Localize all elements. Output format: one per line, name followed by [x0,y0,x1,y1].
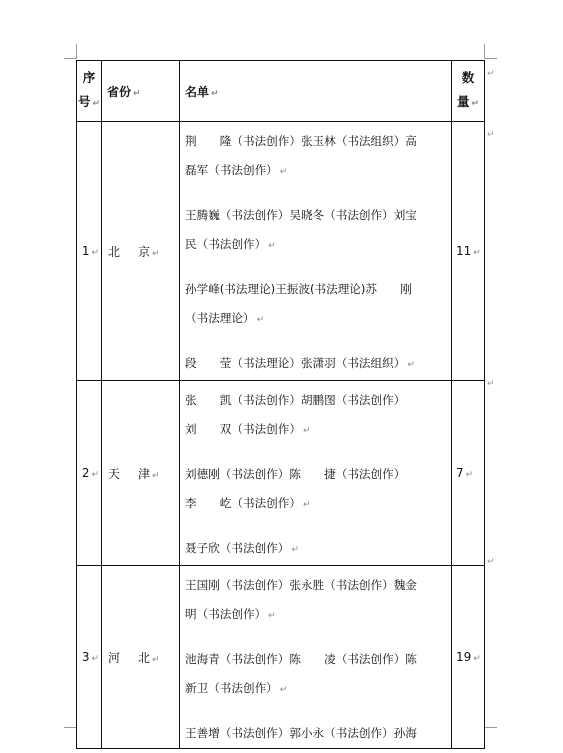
crop-mark-top-right [484,44,497,59]
name-paragraph: 孙学峰(书法理论)王振波(书法理论)苏 刚 （书法理论） ↵ [185,282,412,325]
table-row [77,381,485,566]
crop-mark-top-left [64,44,77,59]
name-paragraph: 池海青（书法创作）陈 凌（书法创作）陈 新卫（书法创作） ↵ [185,652,417,695]
name-paragraph: 王国刚（书法创作）张永胜（书法创作）魏金 明（书法创作） ↵ [185,578,417,621]
table-row [77,122,485,381]
name-paragraph: 张 凯（书法创作）胡鹏图（书法创作） 刘 双（书法创作） ↵ [185,393,406,436]
header-index-char-2: 号 ↵ [77,94,101,109]
table-header-row [77,61,485,122]
row-end-mark-header: ↵ [487,69,495,79]
name-paragraph: 段 莹（书法理论）张潇羽（书法组织） ↵ [185,356,415,370]
row-end-mark-1: ↵ [487,130,495,140]
row-index: 3 ↵ [77,566,102,749]
name-paragraph: 聂子欣（书法创作） ↵ [185,541,299,555]
header-province-cell: 省份 ↵ [102,61,180,122]
name-paragraph: 刘德刚（书法创作）陈 捷（书法创作） 李 屹（书法创作） ↵ [185,467,406,510]
row-count: 19 ↵ [452,566,485,749]
header-count-cell [452,61,485,122]
row-names [180,566,452,749]
name-paragraph: 王腾巍（书法创作）吴晓冬（书法创作）刘宝 民（书法创作） ↵ [185,208,417,251]
row-names [180,381,452,566]
header-count-char-1: 数 [461,70,475,85]
row-province: 北 京 ↵ [102,122,180,381]
header-count-char-2: 量 ↵ [456,94,480,109]
table-row [77,566,485,749]
name-paragraph: 王善增（书法创作）郭小永（书法创作）孙海 [185,726,417,740]
header-index-char-1: 序 [82,70,96,85]
row-index: 2 ↵ [77,381,102,566]
name-paragraph: 荆 隆（书法创作）张玉林（书法组织）高 磊军（书法创作） ↵ [185,134,417,177]
row-end-mark-2: ↵ [487,379,495,389]
crop-mark-bottom-right [484,727,497,742]
row-index: 1 ↵ [77,122,102,381]
row-count: 11 ↵ [452,122,485,381]
row-end-mark-3: ↵ [487,557,495,567]
header-names-cell: 名单 ↵ [180,61,452,122]
row-province: 河 北 ↵ [102,566,180,749]
header-index-cell [77,61,102,122]
row-names [180,122,452,381]
row-province: 天 津 ↵ [102,381,180,566]
row-count: 7 ↵ [452,381,485,566]
province-name-list-table [76,60,485,749]
